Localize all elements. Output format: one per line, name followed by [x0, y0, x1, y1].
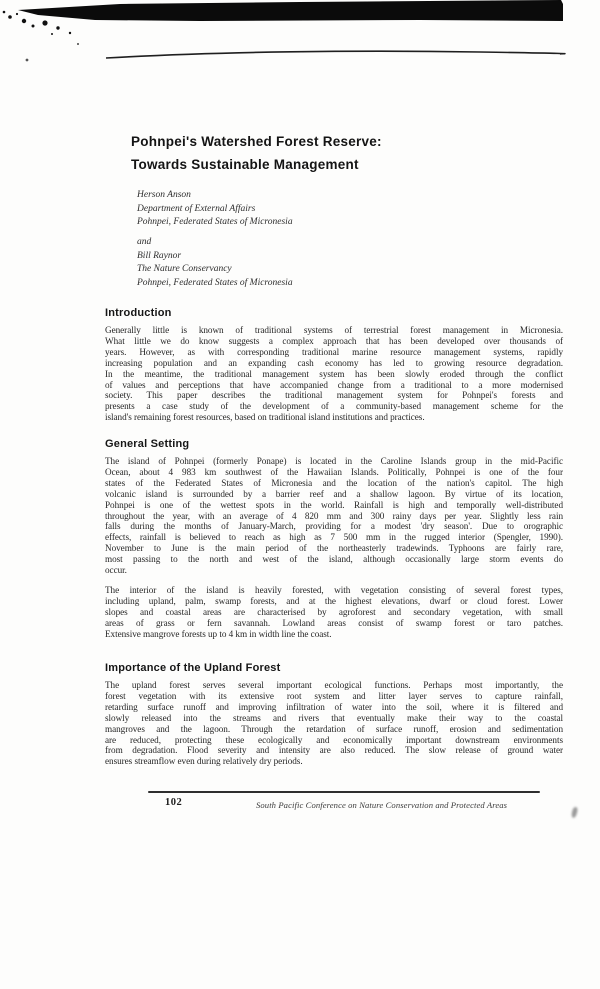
paragraph: [105, 680, 563, 767]
text-line: The interior of the island is heavily forested, with vegetation consisting of several forest types,: [105, 584, 563, 595]
text-line: Ocean, about 4 983 km southwest of the Hawaiian Islands. Politically, Pohnpei is one of the four: [105, 466, 563, 477]
text-line: presents a case study of the development of a community-based management scheme for the: [105, 401, 563, 412]
text-line: What little we do know suggests a complex approach that has been developed over thousands of: [105, 335, 563, 346]
text-line: areas of grass or fern savannah. Lowland areas consist of swamp forest or taro patches.: [105, 617, 563, 628]
paragraph: [105, 456, 563, 576]
text-line: increasing population and an expanding cash economy has led to growing resource degradation.: [105, 357, 563, 368]
author-block-2: [137, 236, 437, 290]
text-line: effects, rainfall is believed to reach as high as 7 500 mm in the rugged interior (Spengler, 1990).: [105, 532, 563, 543]
text-line: occur.: [105, 565, 127, 576]
text-line: society. This paper describes the traditional management system for Pohnpei's forests and: [105, 390, 563, 401]
text-line: mangroves and the lagoon. Through the retardation of surface runoff, erosion and sedimentation: [105, 723, 563, 734]
text-line: Pohnpei, Federated States of Micronesia: [137, 217, 293, 227]
text-line: Pohnpei is one of the wettest spots in the world. Rainfall is high and temporally well-distributed: [105, 499, 563, 510]
text-line: In the meantime, the traditional management system has been slowly eroded through the conflict: [105, 368, 563, 379]
section-heading-importance: Importance of the Upland Forest: [105, 662, 281, 674]
text-line: most passing to the north and west of the island, although occasionally large storm events do: [105, 554, 563, 565]
scan-artifact-speckles: [3, 11, 79, 62]
text-line: from degradation. Flood severity and intensity are also reduced. The slow release of ground water: [105, 745, 563, 756]
footer-conference-title: South Pacific Conference on Nature Conservation and Protected Areas: [256, 800, 508, 810]
text-line: slowly released into the streams and rivers that eventually make their way to the coastal: [105, 712, 563, 723]
title-block: [131, 130, 382, 176]
text-line: island's remaining forest resources, based on traditional island institutions and practices.: [105, 412, 425, 423]
text-line: November to June is the main period of the northeasterly tradewinds. Typhoons are fairly rare,: [105, 543, 563, 554]
text-line: are reduced, protecting these ecologically and economically important downstream environments: [105, 734, 563, 745]
text-line: including upland, palm, swamp forests, and at the highest elevations, dwarf or cloud forest. Lower: [105, 595, 563, 606]
footer-rule: [148, 791, 540, 793]
text-line: retarding surface runoff and improving infiltration of water into the soil, where it is filtered and: [105, 701, 563, 712]
scan-rule-top: [106, 51, 565, 58]
author-block-1: [137, 189, 437, 230]
text-line: Generally little is known of traditional systems of terrestrial forest management in Micronesia.: [105, 325, 563, 335]
section-importance-upland-forest: [105, 661, 563, 776]
text-line: slopes and coastal areas are characterised by agroforest and secondary vegetation, with small: [105, 606, 563, 617]
paper-title-line-2: Towards Sustainable Management: [131, 157, 359, 172]
text-line: and: [137, 237, 152, 247]
text-line: Bill Raynor: [137, 250, 182, 261]
section-heading-introduction: Introduction: [105, 307, 172, 319]
section-general-setting: [105, 437, 563, 649]
text-line: The upland forest serves several important ecological functions. Perhaps most importantly, the: [105, 680, 563, 690]
text-line: Pohnpei, Federated States of Micronesia: [137, 277, 293, 288]
text-line: states of the Federated States of Micronesia and the location of the nation's capitol. The high: [105, 477, 563, 488]
scan-artifact-top: [0, 0, 600, 75]
paper-title-line-1: Pohnpei's Watershed Forest Reserve:: [131, 134, 382, 149]
text-line: of values and perceptions that have accompanied change from a traditional to a more modernised: [105, 379, 563, 390]
text-line: The island of Pohnpei (formerly Ponape) is located in the Caroline Islands group in the mid-Pacific: [105, 456, 563, 466]
text-line: throughout the year, with an average of 4 820 mm and 300 rainy days per year. Slightly less rain: [105, 510, 563, 521]
text-line: Extensive mangrove forests up to 4 km in width line the coast.: [105, 628, 332, 639]
text-line: falls during the months of January-March, providing for a modest 'dry season'. Due to orographic: [105, 521, 563, 532]
text-line: years. However, as with corresponding traditional marine resource management systems, rapidly: [105, 346, 563, 357]
section-heading-general-setting: General Setting: [105, 438, 190, 450]
scan-artifact-bar: [18, 0, 563, 21]
text-line: The Nature Conservancy: [137, 264, 232, 274]
section-introduction: [105, 306, 563, 432]
text-line: volcanic island is surrounded by a barrier reef and a shallow lagoon. By virtue of its location,: [105, 488, 563, 499]
text-line: Department of External Affairs: [137, 203, 256, 214]
text-line: forest vegetation with its extensive root system and litter layer serves to capture rainfall,: [105, 690, 563, 701]
paragraph: [105, 585, 563, 640]
text-line: Herson Anson: [137, 190, 191, 200]
page-number: 102: [165, 797, 183, 808]
paragraph: [105, 325, 563, 423]
text-line: ensures streamflow even during relatively dry periods.: [105, 756, 303, 767]
scan-artifact-smudge: [571, 807, 578, 819]
